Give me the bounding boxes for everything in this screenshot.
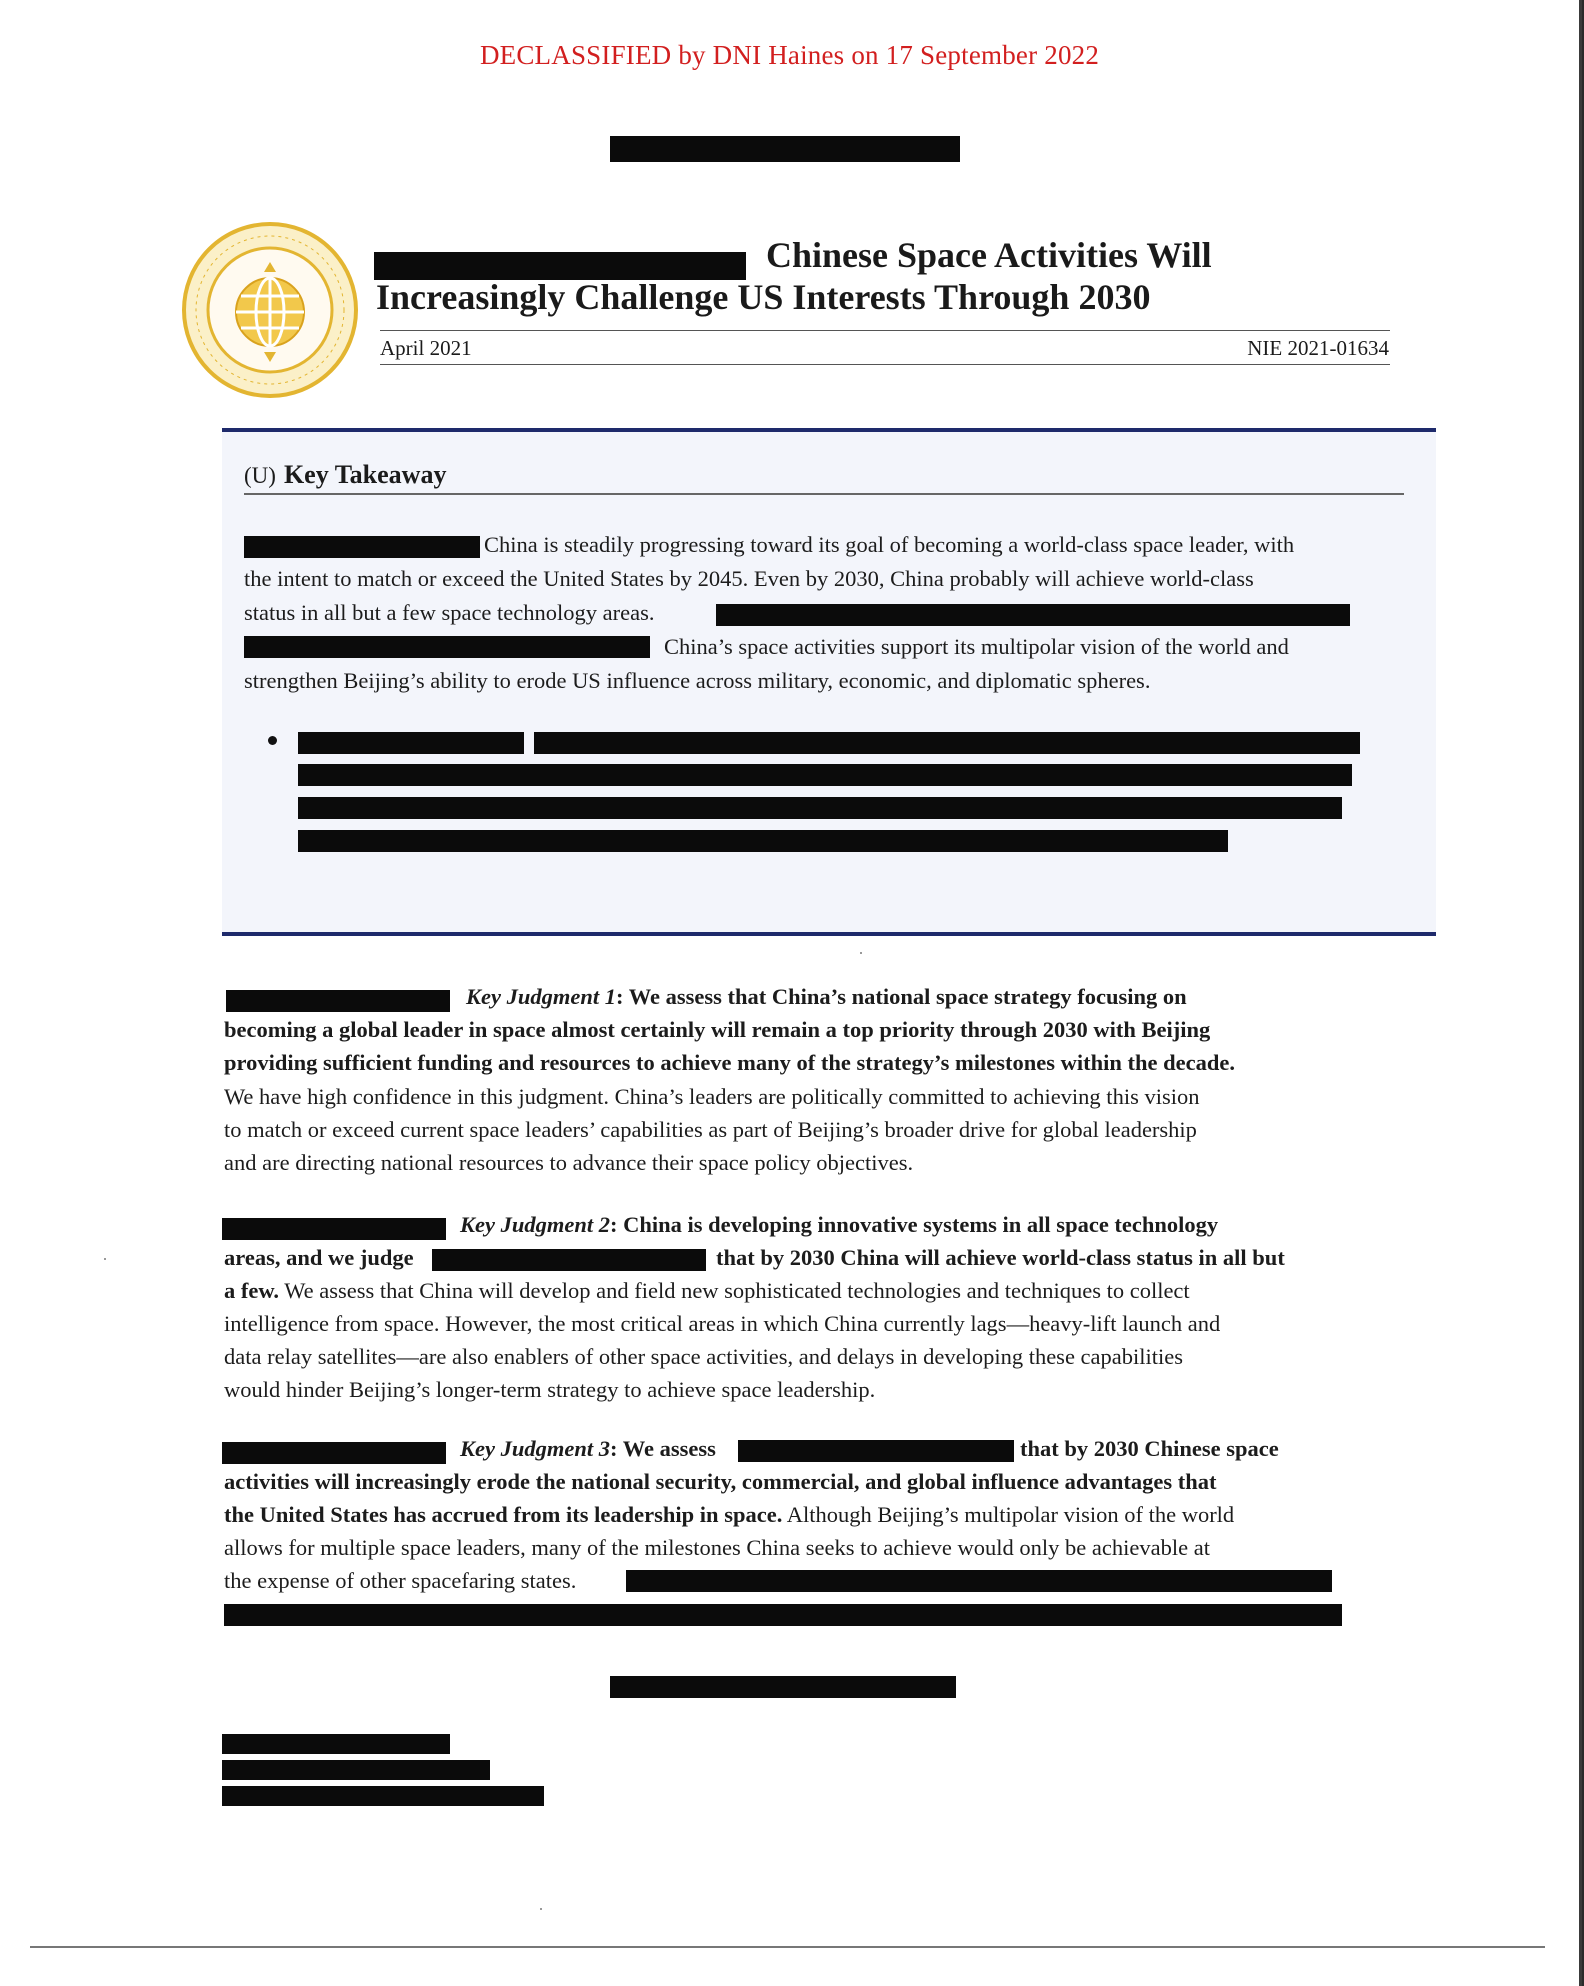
kj-text: Although Beijing’s multipolar vision of the world [782,1502,1235,1527]
scan-speck [104,1258,106,1260]
divider [380,364,1390,365]
key-judgment-2-line [224,1274,1190,1307]
key-takeaway-heading [244,460,446,490]
key-judgment-label: Key Judgment 3 [460,1436,610,1461]
key-judgment-1-line: We have high confidence in this judgment. China’s leaders are politically committed to achieving this vision [224,1084,1200,1109]
key-judgment-2-line: intelligence from space. However, the most critical areas in which China currently lags—heavy-lift launch and [224,1311,1221,1336]
redaction-bar [298,764,1352,786]
redaction-bar [610,1676,956,1698]
redaction-bar [222,1442,446,1464]
redaction-bar [298,732,524,754]
takeaway-line: the intent to match or exceed the United States by 2045. Even by 2030, China probably will achieve world-class [244,566,1254,591]
key-judgment-2-line [460,1208,1218,1241]
bullet-icon [268,736,277,745]
redaction-bar [222,1760,490,1780]
key-judgment-2-line: areas, and we judge [224,1245,414,1270]
kj-text: : China is developing innovative systems in all space technology [610,1212,1219,1237]
heading-text: Key Takeaway [283,460,447,489]
divider [244,493,1404,495]
key-judgment-label: Key Judgment 1 [466,984,616,1009]
redaction-bar [226,990,450,1012]
redaction-bar [244,636,650,658]
key-judgment-label: Key Judgment 2 [460,1212,610,1237]
redaction-bar [222,1734,450,1754]
nie-number: NIE 2021-01634 [1247,336,1389,360]
classification-marking: (U) [244,463,276,488]
key-judgment-3-line: that by 2030 Chinese space [1020,1436,1279,1461]
takeaway-line: status in all but a few space technology areas. [244,600,655,625]
document-date: April 2021 [380,336,472,360]
redaction-bar [298,830,1228,852]
key-judgment-1-line: to match or exceed current space leaders’ capabilities as part of Beijing’s broader drive for global leadership [224,1117,1197,1142]
kj-text: the United States has accrued from its leadership in space. [224,1502,783,1527]
takeaway-line: China’s space activities support its multipolar vision of the world and [664,634,1289,659]
takeaway-line: strengthen Beijing’s ability to erode US influence across military, economic, and diplomatic spheres. [244,668,1151,693]
takeaway-line: China is steadily progressing toward its goal of becoming a world-class space leader, with [484,532,1295,557]
redaction-bar [222,1786,544,1806]
title-line-2: Increasingly Challenge US Interests Through 2030 [376,277,1151,317]
redaction-bar [298,797,1342,819]
page-bottom-divider [30,1946,1545,1948]
divider [380,330,1390,331]
redaction-bar [432,1249,706,1271]
scan-speck [540,1908,542,1910]
key-judgment-1-line: and are directing national resources to advance their space policy objectives. [224,1150,914,1175]
redaction-bar [716,604,1350,626]
key-judgment-2-line: that by 2030 China will achieve world-class status in all but [716,1245,1285,1270]
key-judgment-1-line [466,980,1187,1013]
document-title [376,234,1396,318]
kj-text: We assess that China will develop and field new sophisticated technologies and techniques to collect [279,1278,1190,1303]
key-judgment-3-line: activities will increasingly erode the national security, commercial, and global influence advantages that [224,1469,1217,1494]
key-judgment-3-line [460,1432,716,1465]
key-judgment-3-line: allows for multiple space leaders, many of the milestones China seeks to achieve would only be achievable at [224,1535,1210,1560]
key-judgment-2-line: would hinder Beijing’s longer-term strategy to achieve space leadership. [224,1377,876,1402]
odni-seal-icon [180,220,360,400]
kj-text: : We assess that China’s national space strategy focusing on [616,984,1187,1009]
key-judgment-2-line: data relay satellites—are also enablers of other space activities, and delays in developing these capabilities [224,1344,1184,1369]
redaction-bar [610,136,960,162]
title-line-1: Chinese Space Activities Will [766,235,1212,275]
kj-text: a few. [224,1278,279,1303]
redaction-bar [534,732,1360,754]
key-judgment-3-line: the expense of other spacefaring states. [224,1568,577,1593]
key-judgment-1-line: becoming a global leader in space almost certainly will remain a top priority through 2030 with Beijing [224,1017,1211,1042]
key-judgment-3-line [224,1498,1234,1531]
redaction-bar [224,1604,1342,1626]
redaction-bar [244,536,480,558]
redaction-bar [738,1440,1014,1462]
redaction-bar [222,1218,446,1240]
declassification-banner: DECLASSIFIED by DNI Haines on 17 September 2022 [479,40,1100,70]
scan-speck [860,952,862,954]
key-judgment-1-line: providing sufficient funding and resources to achieve many of the strategy’s milestones within the decade. [224,1050,1236,1075]
kj-text: : We assess [610,1436,716,1461]
redaction-bar [626,1570,1332,1592]
